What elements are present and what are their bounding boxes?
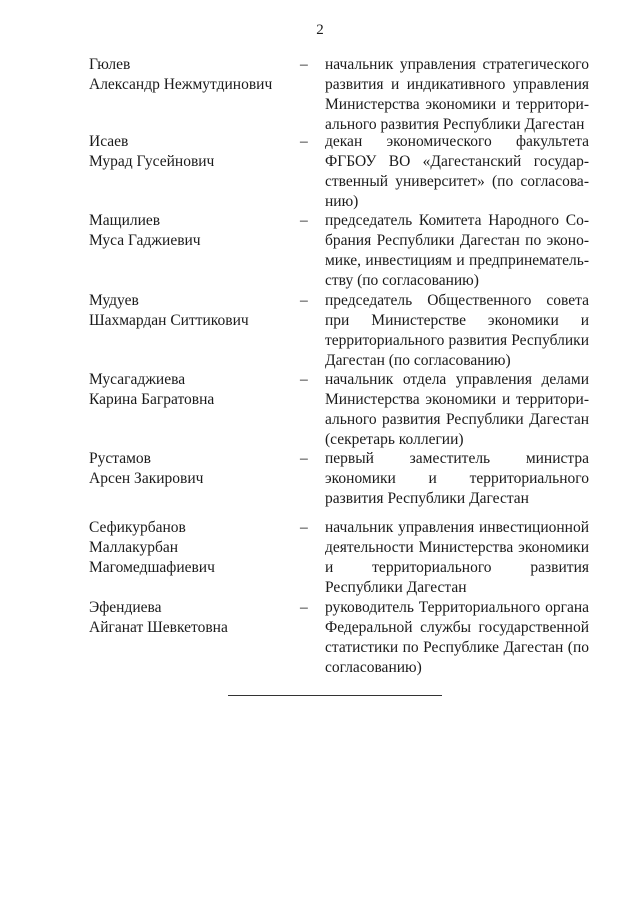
member-surname: Исаев <box>89 133 129 150</box>
member-dash: – <box>300 599 308 616</box>
member-name <box>89 449 289 489</box>
member-given-name: Мурад Гусейнович <box>89 153 215 170</box>
member-given-name: Маллакурбан <box>89 539 179 556</box>
member-name <box>89 211 289 251</box>
member-name <box>89 291 289 331</box>
page-number: 2 <box>316 22 324 38</box>
member-dash: – <box>300 212 308 229</box>
member-dash: – <box>300 371 308 388</box>
member-dash: – <box>300 450 308 467</box>
member-surname: Гюлев <box>89 56 131 73</box>
member-given-name: Александр Нежмутдинович <box>89 76 273 93</box>
member-given-name: Муса Гаджиевич <box>89 232 201 249</box>
member-surname: Эфендиева <box>89 599 162 616</box>
member-role: начальник управления стратегического развития и индикативного управления Министерства экономики и территориального развития Республики Дагестан <box>325 56 589 133</box>
member-dash: – <box>300 292 308 309</box>
member-given-name: Айганат Шевкетовна <box>89 619 228 636</box>
member-given-name: Арсен Закирович <box>89 470 204 487</box>
member-dash: – <box>300 519 308 536</box>
member-given-name: Шахмардан Ситтикович <box>89 312 249 329</box>
member-role: руководитель Территориального органа Федеральной службы государственной статистики по Республике Дагестан (по согласованию) <box>325 599 589 676</box>
member-name <box>89 598 289 638</box>
member-role: декан экономического факультета ФГБОУ ВО «Дагестанский государственный университет» (по согласованию) <box>325 133 589 210</box>
member-name <box>89 370 289 410</box>
member-name <box>89 55 289 95</box>
member-name <box>89 132 289 172</box>
end-divider-line <box>228 695 442 696</box>
member-name <box>89 518 289 578</box>
member-surname: Мудуев <box>89 292 139 309</box>
member-patronymic: Магомедшафиевич <box>89 559 215 576</box>
member-role: председатель Общественного совета при Министерстве экономики и территориального развития Республики Дагестан (по согласованию) <box>325 292 589 369</box>
member-role: председатель Комитета Народного Собрания Республики Дагестан по экономике, инвестициям и предпринемательству (по согласованию) <box>325 212 589 289</box>
member-role: первый заместитель министра экономики и территориального развития Республики Дагестан <box>325 450 589 507</box>
member-surname: Мащилиев <box>89 212 161 229</box>
member-surname: Сефикурбанов <box>89 519 186 536</box>
member-surname: Рустамов <box>89 450 151 467</box>
member-surname: Мусагаджиева <box>89 371 186 388</box>
member-role: начальник отдела управления делами Министерства экономики и территориального развития Республики Дагестан (секретарь коллегии) <box>325 371 589 448</box>
member-role: начальник управления инвестиционной деятельности Министерства экономики и территориального развития Республики Дагестан <box>325 519 589 596</box>
member-given-name: Карина Багратовна <box>89 391 215 408</box>
member-dash: – <box>300 133 308 150</box>
member-dash: – <box>300 56 308 73</box>
